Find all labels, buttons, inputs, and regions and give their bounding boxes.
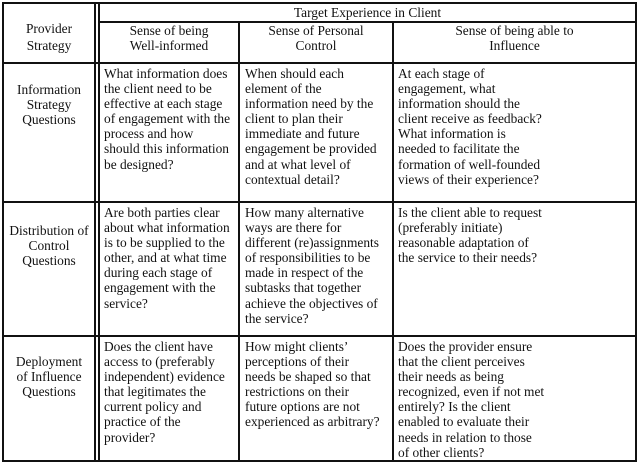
cell-influence-well-informed: [104, 339, 238, 445]
rule-double-a: [94, 2, 96, 462]
cell-information-influence: [398, 66, 635, 187]
cell-line: experienced as arbitrary?: [245, 414, 380, 430]
cell-line: engagement, what: [398, 81, 496, 97]
cell-line: enabled to evaluate their: [398, 414, 530, 430]
cell-line: When should each: [245, 66, 344, 81]
cell-line: is to be supplied to the: [104, 235, 225, 251]
cell-line: of other clients?: [398, 444, 485, 460]
cell-line: What information is: [398, 126, 506, 142]
cell-line: immediate and future: [245, 126, 360, 142]
cell-line: future options are not: [245, 399, 360, 415]
rule-right: [635, 2, 637, 462]
cell-line: How might clients’: [245, 339, 349, 354]
cell-line: Does the client have: [104, 339, 213, 354]
cell-line: the client need to be: [104, 81, 212, 97]
cell-line: made in respect of the: [245, 265, 364, 281]
cell-line: their needs as being: [398, 369, 504, 385]
cell-line: Are both parties clear: [104, 205, 220, 220]
column-header-personal-control: [240, 23, 392, 53]
cell-line: practice of the: [104, 414, 181, 430]
cell-line: needed to facilitate the: [398, 141, 520, 157]
corner-label-line: Provider: [25, 21, 73, 36]
column-header-line: Control: [295, 38, 337, 54]
experience-strategy-table: [2, 2, 637, 462]
cell-line: restrictions on their: [245, 384, 350, 400]
cell-line: other, and at what time: [104, 250, 227, 266]
rule-double-b: [98, 2, 100, 462]
cell-line: contextual detail?: [245, 171, 340, 187]
cell-line: effective at each stage: [104, 96, 223, 112]
cell-line: ways are there for: [245, 220, 342, 236]
cell-line: of engagement with the: [104, 111, 231, 127]
cell-line: What information does: [104, 66, 228, 81]
cell-line: How many alternative: [245, 205, 364, 220]
cell-line: current policy and: [104, 399, 202, 415]
corner-label: [4, 21, 94, 53]
cell-line: (preferably initiate): [398, 220, 503, 236]
cell-influence-influence: [398, 339, 635, 460]
row-label-line: Distribution of: [9, 223, 89, 238]
row-label-deployment-of-influence: [4, 354, 94, 399]
row-label-line: Strategy: [26, 97, 72, 113]
row-label-line: of Influence: [16, 369, 82, 385]
row-label-line: Deployment: [15, 354, 83, 369]
row-label-distribution-of-control: [4, 223, 94, 268]
cell-control-influence: [398, 205, 635, 265]
cell-line: different (re)assignments: [245, 235, 379, 251]
cell-line: access to (preferably: [104, 354, 215, 370]
group-header: Target Experience in Client: [293, 5, 442, 20]
cell-line: process and how: [104, 126, 194, 142]
cell-line: the service?: [245, 310, 309, 326]
cell-line: recognized, even if not met: [398, 384, 545, 400]
cell-line: entirely? Is the client: [398, 399, 511, 415]
cell-line: be designed?: [104, 156, 174, 172]
cell-line: needs be shaped so that: [245, 369, 371, 385]
cell-line: element of the: [245, 81, 322, 97]
cell-line: At each stage of: [398, 66, 485, 81]
cell-line: Does the provider ensure: [398, 339, 533, 354]
cell-line: achieve the objectives of: [245, 295, 378, 311]
row-label-line: Questions: [22, 112, 76, 128]
cell-line: that the client perceives: [398, 354, 525, 370]
cell-line: Is the client able to request: [398, 205, 542, 220]
cell-line: client receive as feedback?: [398, 111, 542, 127]
cell-control-well-informed: [104, 205, 238, 311]
column-header-line: Influence: [489, 38, 540, 54]
cell-information-well-informed: [104, 66, 238, 172]
cell-line: independent) evidence: [104, 369, 225, 385]
cell-line: engagement with the: [104, 280, 216, 296]
cell-line: provider?: [104, 429, 156, 445]
cell-line: views of their experience?: [398, 171, 539, 187]
column-header-line: Sense of Personal: [268, 23, 364, 38]
cell-information-personal-control: [245, 66, 392, 187]
rule-col-3: [392, 21, 394, 462]
cell-line: client to plan their: [245, 111, 343, 127]
cell-line: engagement be provided: [245, 141, 377, 157]
rule-col-2: [238, 21, 240, 462]
cell-line: formation of well-founded: [398, 156, 541, 172]
row-label-information-strategy: [4, 82, 94, 127]
cell-line: should this information: [104, 141, 229, 157]
cell-line: the service to their needs?: [398, 250, 538, 266]
column-header-well-informed: [100, 23, 238, 53]
cell-line: needs in relation to those: [398, 429, 532, 445]
cell-line: of responsibilities to be: [245, 250, 371, 266]
row-label-line: Questions: [22, 253, 76, 269]
cell-line: during each stage of: [104, 265, 213, 281]
cell-line: information should the: [398, 96, 520, 112]
cell-line: information need by the: [245, 96, 374, 112]
row-label-line: Information: [17, 82, 81, 97]
column-header-influence: [394, 23, 635, 53]
cell-line: perceptions of their: [245, 354, 350, 370]
column-header-line: Sense of being: [129, 23, 209, 38]
column-header-line: Well-informed: [129, 38, 209, 54]
cell-line: and at what level of: [245, 156, 351, 172]
cell-control-personal-control: [245, 205, 392, 326]
cell-line: that legitimates the: [104, 384, 206, 400]
corner-label-line: Strategy: [26, 38, 72, 54]
cell-influence-personal-control: [245, 339, 392, 430]
cell-line: subtasks that together: [245, 280, 362, 296]
row-label-line: Control: [28, 238, 70, 254]
row-label-line: Questions: [22, 384, 76, 400]
cell-line: service?: [104, 295, 148, 311]
column-header-line: Sense of being able to: [455, 23, 574, 38]
cell-line: reasonable adaptation of: [398, 235, 529, 251]
cell-line: about what information: [104, 220, 230, 236]
